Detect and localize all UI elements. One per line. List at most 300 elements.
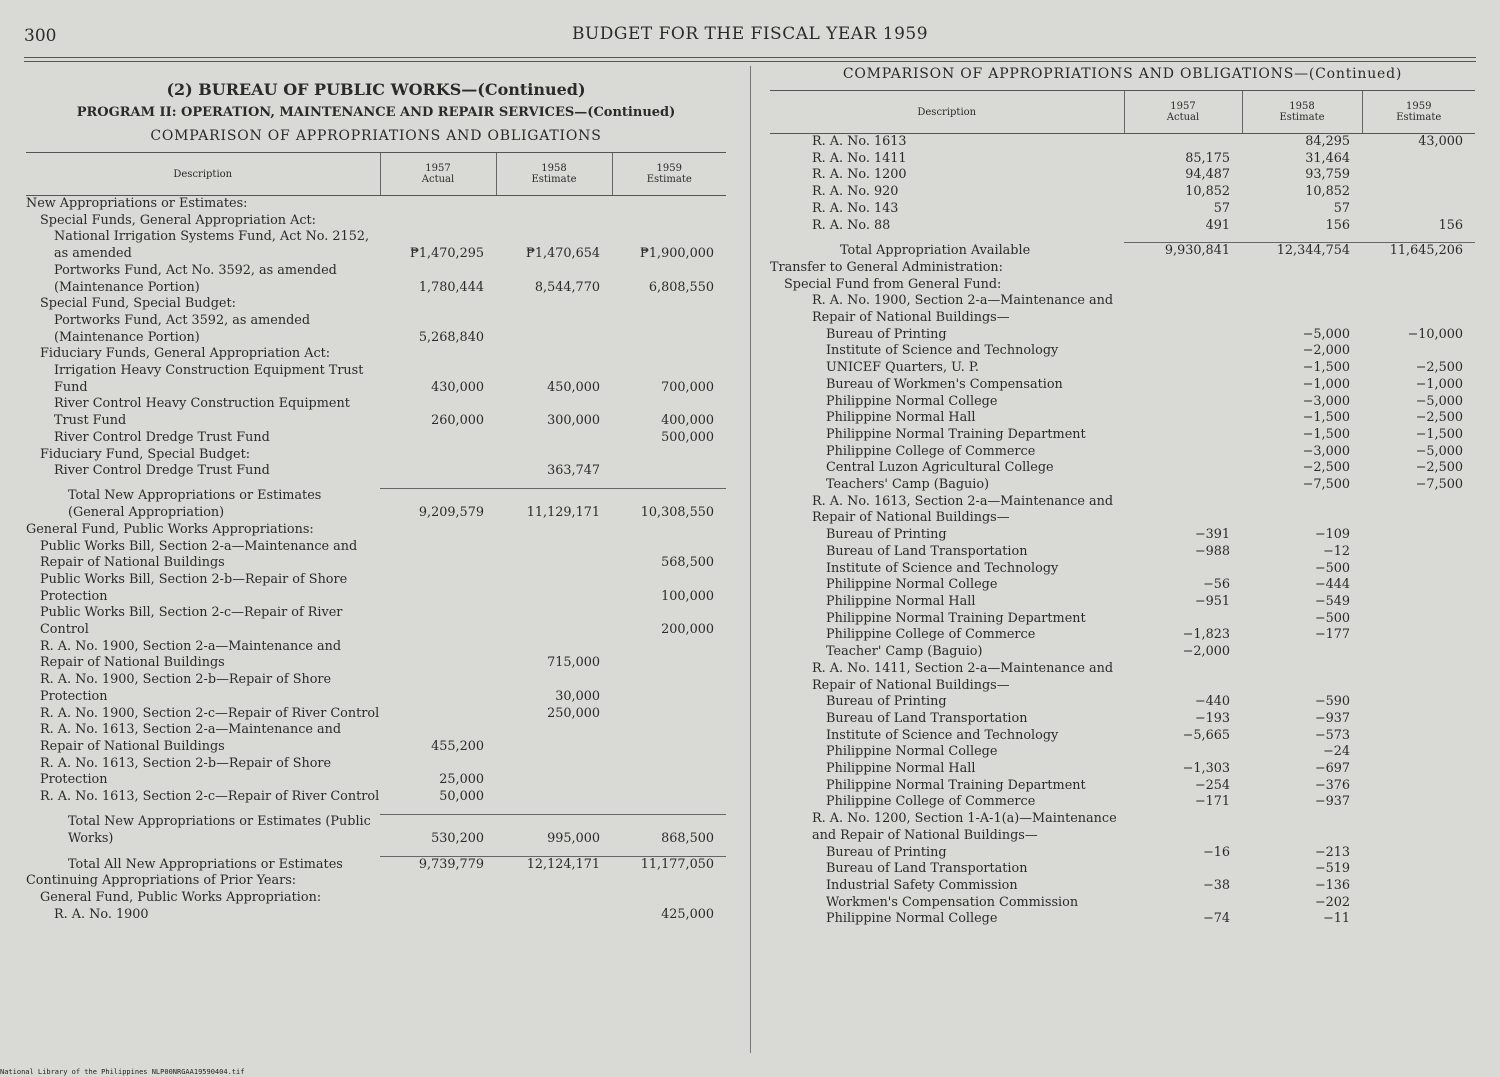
table-row (770, 460, 1475, 477)
table-row (770, 527, 1475, 544)
value-1957 (1124, 277, 1242, 294)
table-row (770, 277, 1475, 294)
row-description: Bureau of Land Transportation (826, 710, 1028, 726)
row-description: Bureau of Printing (826, 844, 947, 860)
value-1957: 455,200 (431, 739, 484, 754)
row-description: R. A. No. 1613, Section 2-b—Repair of Shore Protection (40, 755, 332, 788)
value-1958 (496, 873, 612, 890)
table-row (770, 911, 1475, 928)
col-header-description (26, 153, 380, 196)
table-row (770, 895, 1475, 912)
table-row (770, 694, 1475, 711)
table-row (26, 396, 726, 429)
table-row (770, 427, 1475, 444)
row-description: Philippine Normal College (826, 393, 998, 409)
row-description: Philippine College of Commerce (826, 443, 1036, 459)
row-description: Philippine Normal College (826, 577, 998, 593)
value-1959 (1362, 561, 1475, 578)
row-description: River Control Dredge Trust Fund (54, 463, 270, 479)
value-1957 (1124, 561, 1242, 578)
value-1959 (1362, 811, 1475, 844)
value-1958 (496, 346, 612, 363)
table-row (26, 296, 726, 313)
row-description: Public Works Bill, Section 2-c—Repair of River Control (40, 605, 343, 638)
value-1959 (1362, 878, 1475, 895)
value-1957 (1124, 134, 1242, 151)
row-description: R. A. No. 1900, Section 2-c—Repair of River Control (40, 705, 380, 721)
value-1958 (496, 430, 612, 447)
table-row (26, 363, 726, 396)
table-row (26, 672, 726, 705)
value-1957: 530,200 (380, 814, 496, 847)
value-1959: −2,500 (1415, 360, 1463, 376)
value-1957 (1124, 427, 1242, 444)
table-row (770, 167, 1475, 184)
value-1958 (496, 789, 612, 806)
value-1959 (1362, 711, 1475, 728)
table-row (770, 661, 1475, 694)
row-description: R. A. No. 1613 (812, 134, 907, 149)
table-row (770, 377, 1475, 394)
value-1958: 450,000 (547, 379, 600, 395)
table-row (26, 229, 726, 262)
row-description: Teachers' Camp (Baguio) (826, 477, 990, 493)
value-1957: −193 (1194, 710, 1230, 726)
table-row (26, 907, 726, 924)
value-1959 (1362, 594, 1475, 611)
value-1957 (1124, 611, 1242, 628)
row-description: Industrial Safety Commission (826, 877, 1018, 893)
value-1957 (380, 605, 496, 638)
value-1958: −376 (1314, 777, 1350, 793)
value-1959 (1362, 895, 1475, 912)
table-row (770, 360, 1475, 377)
value-1957 (380, 539, 496, 572)
value-1958 (1242, 277, 1362, 294)
table-row (770, 151, 1475, 168)
row-description: UNICEF Quarters, U. P. (826, 360, 979, 376)
row-description: National Irrigation Systems Fund, Act No. 2152, as amended (54, 229, 370, 262)
value-1957 (380, 430, 496, 447)
table-row (770, 577, 1475, 594)
value-1959 (1362, 277, 1475, 294)
row-description: Bureau of Printing (826, 326, 947, 342)
value-1957 (1124, 494, 1242, 527)
value-1958: −937 (1314, 794, 1350, 810)
table-caption-left: COMPARISON OF APPROPRIATIONS AND OBLIGATIONS (150, 128, 602, 144)
row-description: R. A. No. 1411, Section 2-a—Maintenance and Repair of National Buildings— (812, 660, 1114, 693)
value-1958: 995,000 (496, 814, 612, 847)
value-1957: 50,000 (439, 789, 484, 805)
value-1959: −10,000 (1407, 326, 1463, 342)
table-row (770, 260, 1475, 277)
value-1957: 9,209,579 (380, 488, 496, 521)
value-1958: ₱1,470,654 (525, 246, 600, 262)
table-row (26, 722, 726, 755)
row-description: Total New Appropriations or Estimates (Public Works) (68, 814, 371, 847)
value-1958 (496, 447, 612, 464)
value-1959 (1362, 494, 1475, 527)
value-1959 (1362, 845, 1475, 862)
value-1959 (1362, 728, 1475, 745)
row-description: R. A. No. 1613, Section 2-a—Maintenance and Repair of National Buildings (40, 722, 342, 754)
table-row (26, 447, 726, 464)
row-description: R. A. No. 1411 (812, 150, 907, 166)
value-1958: 93,759 (1305, 167, 1350, 183)
col-header-1958 (496, 153, 612, 196)
value-1957 (1124, 895, 1242, 912)
spacer-row (26, 480, 726, 489)
value-1957 (380, 213, 496, 230)
value-1959 (612, 672, 726, 705)
value-1957 (1124, 444, 1242, 461)
value-1957: 5,268,840 (418, 329, 484, 345)
page-number: 300 (24, 26, 57, 46)
row-description: Bureau of Land Transportation (826, 543, 1028, 559)
table-row (770, 494, 1475, 527)
value-1958 (496, 722, 612, 755)
value-1958: −109 (1314, 527, 1350, 543)
value-1958 (1242, 494, 1362, 527)
value-1959: 700,000 (661, 379, 714, 395)
row-description: Workmen's Compensation Commission (826, 894, 1079, 910)
value-1959 (1362, 794, 1475, 811)
value-1957: −2,000 (1182, 644, 1230, 660)
appropriations-table-right (770, 90, 1475, 928)
value-1957: −5,665 (1182, 727, 1230, 743)
value-1958: −136 (1314, 877, 1350, 893)
value-1957: −1,823 (1182, 627, 1230, 643)
row-description: Irrigation Heavy Construction Equipment Trust Fund (54, 363, 364, 395)
value-1957: −38 (1202, 877, 1230, 893)
value-1959 (612, 789, 726, 806)
value-1958 (496, 213, 612, 230)
value-1959 (1362, 627, 1475, 644)
table-row (770, 761, 1475, 778)
value-1958 (496, 756, 612, 789)
col-header-label: 1957 Actual (1166, 101, 1200, 123)
value-1958 (496, 296, 612, 313)
table-row (26, 196, 726, 213)
value-1959 (612, 522, 726, 539)
col-header-1957 (1124, 91, 1242, 134)
table-body-left (26, 196, 726, 924)
table-row (770, 811, 1475, 844)
value-1958: 10,852 (1305, 184, 1350, 200)
value-1957 (380, 639, 496, 672)
value-1957: 57 (1213, 200, 1230, 216)
value-1957: 1,780,444 (418, 279, 484, 295)
table-row (770, 410, 1475, 427)
value-1958: 300,000 (547, 413, 600, 429)
table-row (770, 343, 1475, 360)
value-1958 (496, 539, 612, 572)
value-1958 (1242, 811, 1362, 844)
value-1958: −11 (1322, 911, 1350, 927)
value-1958: 363,747 (547, 463, 600, 479)
row-description: General Fund, Public Works Appropriation: (40, 890, 322, 906)
value-1959: 43,000 (1418, 134, 1463, 149)
table-row (26, 706, 726, 723)
value-1957 (1124, 661, 1242, 694)
value-1957: 260,000 (431, 413, 484, 429)
row-description: Philippine Normal College (826, 911, 998, 927)
value-1959: 400,000 (661, 413, 714, 429)
value-1957: 85,175 (1185, 150, 1230, 166)
value-1957: −391 (1194, 527, 1230, 543)
col-header-1958 (1242, 91, 1362, 134)
total-row (26, 856, 726, 873)
col-header-label: 1958 Estimate (1279, 101, 1325, 123)
scan-footer: National Library of the Philippines NLP00NRGAA19590404.tif (0, 1068, 245, 1076)
table-row (770, 184, 1475, 201)
value-1959 (612, 296, 726, 313)
value-1959: 10,308,550 (612, 488, 726, 521)
value-1958 (496, 196, 612, 213)
value-1958: −3,000 (1302, 393, 1350, 409)
value-1959 (1362, 343, 1475, 360)
running-title: BUDGET FOR THE FISCAL YEAR 1959 (571, 24, 929, 44)
value-1959 (612, 213, 726, 230)
value-1959 (1362, 544, 1475, 561)
table-row (26, 890, 726, 907)
value-1957 (1124, 293, 1242, 326)
value-1959 (1362, 201, 1475, 218)
table-row (26, 522, 726, 539)
value-1959: −7,500 (1415, 477, 1463, 493)
table-row (770, 394, 1475, 411)
table-row (26, 789, 726, 806)
value-1959 (1362, 577, 1475, 594)
value-1958: 84,295 (1305, 134, 1350, 149)
row-description: Institute of Science and Technology (826, 727, 1059, 743)
value-1958: −573 (1314, 727, 1350, 743)
table-row (770, 561, 1475, 578)
row-description: Institute of Science and Technology (826, 560, 1059, 576)
value-1958: −1,500 (1302, 360, 1350, 376)
value-1957 (380, 346, 496, 363)
value-1958: −12 (1322, 543, 1350, 559)
table-row (770, 594, 1475, 611)
value-1957 (380, 873, 496, 890)
table-row (770, 444, 1475, 461)
row-description: R. A. No. 1200, Section 1-A-1(a)—Maintenance and Repair of National Buildings— (812, 811, 1117, 843)
table-row (26, 756, 726, 789)
row-description: General Fund, Public Works Appropriations: (26, 521, 314, 537)
value-1958: 156 (1325, 217, 1350, 233)
table-row (770, 644, 1475, 661)
value-1959: 868,500 (612, 814, 726, 847)
row-description: Philippine Normal Hall (826, 593, 976, 609)
table-row (770, 544, 1475, 561)
spacer-row (26, 848, 726, 857)
value-1958 (496, 313, 612, 346)
value-1958: −519 (1314, 861, 1350, 877)
row-description: Philippine Normal Hall (826, 410, 976, 426)
total-row (26, 814, 726, 847)
value-1957 (1124, 260, 1242, 277)
value-1959: 568,500 (661, 555, 714, 571)
total-row (770, 243, 1475, 260)
value-1958: −1,000 (1302, 376, 1350, 392)
value-1958: 12,124,171 (496, 856, 612, 873)
table-row (770, 201, 1475, 218)
row-description: Philippine Normal Training Department (826, 610, 1086, 626)
value-1957 (1124, 394, 1242, 411)
value-1958: −177 (1314, 627, 1350, 643)
row-description: Philippine Normal Hall (826, 761, 976, 777)
value-1959: 6,808,550 (648, 279, 714, 295)
col-header-label: Description (173, 168, 233, 180)
value-1958 (496, 572, 612, 605)
value-1957: 9,739,779 (380, 856, 496, 873)
row-description: R. A. No. 1900, Section 2-b—Repair of Shore Protection (40, 672, 332, 704)
col-header-1959 (1362, 91, 1475, 134)
row-description: R. A. No. 1613, Section 2-c—Repair of River Control (40, 789, 380, 805)
value-1957: −171 (1194, 794, 1230, 810)
value-1959 (1362, 293, 1475, 326)
value-1958: 715,000 (547, 655, 600, 671)
table-row (26, 463, 726, 480)
value-1957: −254 (1194, 777, 1230, 793)
value-1958: 30,000 (555, 688, 600, 704)
row-description: Philippine Normal Training Department (826, 426, 1086, 442)
table-row (770, 861, 1475, 878)
table-row (770, 327, 1475, 344)
value-1957: ₱1,470,295 (409, 246, 484, 262)
value-1959 (1362, 911, 1475, 928)
value-1959 (1362, 260, 1475, 277)
value-1958: −24 (1322, 744, 1350, 760)
value-1958: −5,000 (1302, 326, 1350, 342)
row-description: Total All New Appropriations or Estimates (68, 856, 343, 872)
value-1957: −74 (1202, 911, 1230, 927)
value-1958: −549 (1314, 593, 1350, 609)
value-1959: 11,177,050 (612, 856, 726, 873)
value-1957: 430,000 (431, 379, 484, 395)
value-1957: 9,930,841 (1124, 243, 1242, 260)
row-description: Public Works Bill, Section 2-a—Maintenance and Repair of National Buildings (40, 538, 358, 571)
value-1957 (380, 447, 496, 464)
value-1958: 11,129,171 (496, 488, 612, 521)
value-1957: −988 (1194, 543, 1230, 559)
table-row (770, 744, 1475, 761)
table-row (26, 605, 726, 638)
value-1959 (612, 196, 726, 213)
table-row (26, 430, 726, 447)
col-header-1959 (612, 153, 726, 196)
row-description: Special Fund from General Fund: (784, 276, 1002, 292)
row-description: Teacher' Camp (Baguio) (826, 644, 983, 660)
value-1958 (496, 522, 612, 539)
row-description: Philippine College of Commerce (826, 794, 1036, 810)
value-1959 (612, 722, 726, 755)
col-header-description (770, 91, 1124, 134)
bureau-title: (2) BUREAU OF PUBLIC WORKS—(Continued) (166, 80, 586, 99)
value-1959 (1362, 744, 1475, 761)
value-1959 (612, 447, 726, 464)
table-row (26, 263, 726, 296)
row-description: Continuing Appropriations of Prior Years: (26, 873, 297, 889)
value-1959 (1362, 694, 1475, 711)
value-1957 (1124, 477, 1242, 494)
value-1959 (612, 346, 726, 363)
row-description: Bureau of Printing (826, 527, 947, 543)
value-1957: −16 (1202, 844, 1230, 860)
value-1958: −2,000 (1302, 343, 1350, 359)
value-1958: −3,000 (1302, 443, 1350, 459)
table-row (770, 627, 1475, 644)
value-1957: 10,852 (1185, 184, 1230, 200)
value-1959: −1,000 (1415, 376, 1463, 392)
row-description: Total Appropriation Available (840, 243, 1031, 259)
value-1957 (380, 907, 496, 924)
value-1957 (380, 572, 496, 605)
row-description: Total New Appropriations or Estimates (General Appropriation) (68, 488, 322, 521)
value-1958: −2,500 (1302, 460, 1350, 476)
value-1959 (1362, 167, 1475, 184)
row-description: Portworks Fund, Act 3592, as amended (Maintenance Portion) (54, 312, 311, 345)
value-1958: −202 (1314, 894, 1350, 910)
total-row (26, 488, 726, 521)
value-1959: 156 (1438, 217, 1463, 233)
value-1957 (1124, 360, 1242, 377)
row-description: New Appropriations or Estimates: (26, 196, 248, 211)
spacer-row (770, 234, 1475, 243)
row-description: Philippine Normal Training Department (826, 777, 1086, 793)
row-description: R. A. No. 920 (812, 184, 899, 200)
value-1959 (612, 756, 726, 789)
row-description: Fiduciary Funds, General Appropriation Act: (40, 346, 331, 362)
value-1959 (1362, 861, 1475, 878)
value-1958: −500 (1314, 610, 1350, 626)
value-1958 (1242, 644, 1362, 661)
table-row (770, 611, 1475, 628)
value-1959: 11,645,206 (1362, 243, 1475, 260)
value-1958: −1,500 (1302, 410, 1350, 426)
value-1957 (380, 890, 496, 907)
value-1959 (1362, 611, 1475, 628)
row-description: R. A. No. 88 (812, 217, 891, 233)
row-description: Portworks Fund, Act No. 3592, as amended (Maintenance Portion) (54, 262, 337, 295)
row-description: R. A. No. 143 (812, 200, 899, 216)
row-description: Special Funds, General Appropriation Act: (40, 212, 316, 228)
value-1959: −2,500 (1415, 460, 1463, 476)
row-description: R. A. No. 1900 (54, 906, 149, 922)
table-row (770, 845, 1475, 862)
table-row (770, 711, 1475, 728)
value-1957 (380, 296, 496, 313)
value-1957 (1124, 377, 1242, 394)
row-description: R. A. No. 1200 (812, 167, 907, 183)
row-description: Transfer to General Administration: (770, 259, 1003, 275)
row-description: River Control Dredge Trust Fund (54, 429, 270, 445)
value-1958: 57 (1333, 200, 1350, 216)
value-1959 (1362, 778, 1475, 795)
row-description: Bureau of Workmen's Compensation (826, 376, 1063, 392)
value-1959: −2,500 (1415, 410, 1463, 426)
table-row (26, 539, 726, 572)
header-rule (24, 57, 1476, 58)
value-1959 (612, 463, 726, 480)
table-row (26, 213, 726, 230)
table-row (770, 477, 1475, 494)
value-1957 (1124, 811, 1242, 844)
value-1957 (1124, 410, 1242, 427)
table-row (26, 313, 726, 346)
column-divider (750, 66, 751, 1053)
value-1959: ₱1,900,000 (639, 246, 714, 262)
